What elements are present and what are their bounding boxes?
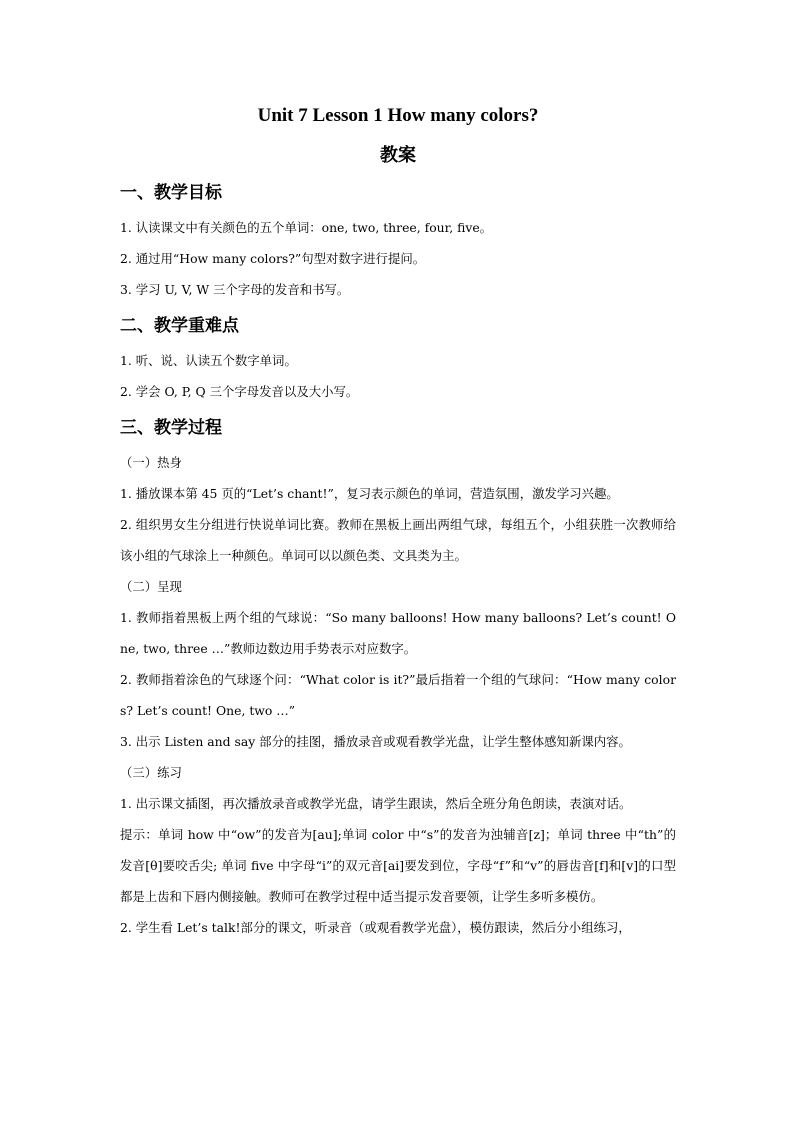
process-item: 2. 组织男女生分组进行快说单词比赛。教师在黑板上画出两组气球，每组五个，小组获胜一次教师给该小组的气球涂上一种颜色。单词可以以颜色类、文具类为主。 <box>120 517 676 563</box>
process-item: 2. 教师指着涂色的气球逐个问：“What color is it?”最后指着一个组的气球问：“How many colors? Let’s count! One, two …” <box>120 672 676 718</box>
section-teaching-goals <box>120 178 676 305</box>
document-subtitle: 教案 <box>380 145 416 166</box>
process-item: 1. 播放课本第 45 页的“Let’s chant!”，复习表示颜色的单词，营造氛围，激发学习兴趣。 <box>120 486 619 501</box>
key-point-item: 2. 学会 O, P, Q 三个字母发音以及大小写。 <box>120 384 359 399</box>
process-item: 2. 学生看 Let’s talk!部分的课文，听录音（或观看教学光盘），模仿跟读，然后分小组练习， <box>120 920 631 935</box>
process-item: 3. 出示 Listen and say 部分的挂图，播放录音或观看教学光盘，让学生整体感知新课内容。 <box>120 734 631 749</box>
document-title: Unit 7 Lesson 1 How many colors? <box>257 105 539 126</box>
goal-item: 1. 认读课文中有关颜色的五个单词：one, two, three, four, five。 <box>120 220 493 235</box>
section-teaching-process <box>120 413 676 943</box>
goal-item: 2. 通过用“How many colors?”句型对数字进行提问。 <box>120 251 426 266</box>
goal-item: 3. 学习 U, V, W 三个字母的发音和书写。 <box>120 282 350 297</box>
lesson-plan-page <box>120 100 676 943</box>
subsection-label-practice: （三）练习 <box>120 765 182 780</box>
subsection-label-warmup: （一）热身 <box>120 455 182 470</box>
section-key-points <box>120 311 676 407</box>
section-heading: 一、教学目标 <box>120 183 222 203</box>
key-point-item: 1. 听、说、认读五个数字单词。 <box>120 353 297 368</box>
process-item: 1. 出示课文插图，再次播放录音或教学光盘，请学生跟读，然后全班分角色朗读，表演对话。 <box>120 796 632 811</box>
subsection-label-presentation: （二）呈现 <box>120 579 182 594</box>
section-heading: 三、教学过程 <box>120 418 222 438</box>
section-heading: 二、教学重难点 <box>120 316 239 336</box>
pronunciation-tip: 提示：单词 how 中“ow”的发音为[au];单词 color 中“s”的发音为浊辅音[z]；单词 three 中“th”的发音[θ]要咬舌尖; 单词 five 中字母“i”的双元音[ai]要发到位，字母“f”和“v”的唇齿音[f]和[v]的口型都是上齿和下唇内侧接触。教师可在教学过程中适当提示发音要领，让学生多听多模仿。 <box>120 827 676 904</box>
process-item: 1. 教师指着黑板上两个组的气球说：“So many balloons! How many balloons? Let’s count! One, two, three …”教师边数边用手势表示对应数字。 <box>120 610 676 656</box>
